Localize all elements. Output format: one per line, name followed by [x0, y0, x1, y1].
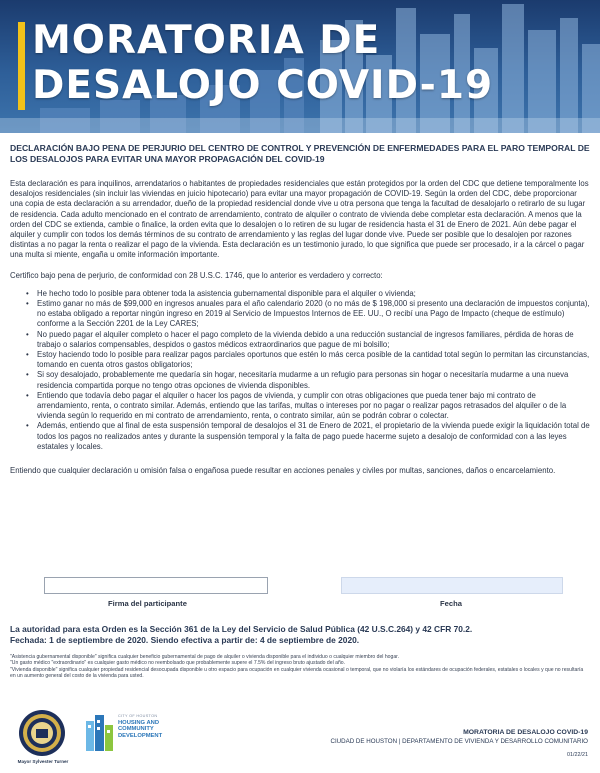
intro-paragraph: Esta declaración es para inquilinos, arrendatarios o habitantes de propiedades residenciales que están protegidos por la orden del CDC que detiene temporalmente los desalojos residenciales (sin incluir las viviendas en juicio hipotecario) para evitar una mayor propagación de COVID-19. Según la orden del CDC, debe proporcionar una copia de esta declaración a su arrendador, dueño de la propiedad residencial donde vive u otra persona que tenga la facultad de desalojarlo o retirarlo de su lugar de residencia. Cada adulto mencionado en el contrato de arrendamiento, contrato de alquiler o contrato de vivienda debe completar esta declaración. A menos que la orden del CDC se extienda, cambie o finalice, la orden evita que lo desalojen o lo retiren de su lugar de residencia hasta el 31 de Enero de 2021. Aún debe pagar el alquiler y cumplir con todos los demás términos de su contrato de arrendamiento y las reglas del lugar donde vive. Puede ser posible que lo desalojen por razones distintas a no pagar la renta o realizar el pago de la vivienda. Esta declaración es un testimonio jurado, lo que significa que puede ser procesado, ir a la cárcel o pagar una multa si miente, engaña u omite información importante. — [10, 179, 589, 260]
list-item: • Estoy haciendo todo lo posible para realizar pagos parciales oportunos que estén lo más cerca posible de la cantidad total según lo permitan las circunstancias, tomando en cuenta otros gastos obligatorios; — [26, 350, 590, 370]
hcd-logo-text — [118, 713, 208, 739]
footer-organization: CIUDAD DE HOUSTON | DEPARTAMENTO DE VIVIENDA Y DESARROLLO COMUNITARIO — [330, 738, 588, 745]
footnotes — [10, 654, 590, 680]
title-line-1: MORATORIA DE — [32, 18, 381, 63]
title-line-2: DESALOJO COVID-19 — [32, 63, 494, 108]
list-item: • Además, entiendo que al final de esta suspensión temporal de desalojos el 31 de Enero de 2021, el propietario de la vivienda puede exigir la liquidación total de todos los pagos no realizados antes y durante la suspensión temporal y la falta de pago puede hacerme sujeto a desalojo de conformidad con a las leyes estatales y locales. — [26, 421, 590, 452]
mayor-name: Mayor Sylvester Turner — [17, 759, 69, 764]
authority-statement — [10, 624, 590, 646]
title-accent-bar — [18, 22, 25, 110]
hcd-name-line: DEVELOPMENT — [118, 732, 163, 739]
list-item: • Entiendo que todavía debo pagar el alquiler o hacer los pagos de vivienda, y cumplir con otras obligaciones que pueda tener bajo mi contrato de arrendamiento, renta, o contrato similar. Además, entiendo que las tarifas, multas o intereses por no pagar o realizar pagos retrasados del alquiler o de la vivienda según lo requerido en mi contrato de arrendamiento, renta, o contrato similar, aún se podrán cobrar o colectar. — [26, 391, 590, 422]
signature-row — [10, 577, 590, 617]
footnote: "Asistencia gubernamental disponible" significa cualquier beneficio gubernamental de pago de alquiler o vivienda disponible para el individuo o cualquier miembro del hogar. — [10, 654, 400, 660]
hcd-name-line: COMMUNITY — [118, 726, 154, 733]
list-item: • He hecho todo lo posible para obtener toda la asistencia gubernamental disponible para el alquiler o vivienda; — [26, 289, 590, 299]
title-banner — [0, 0, 600, 133]
page-title — [32, 18, 493, 108]
list-item: • Si soy desalojado, probablemente me quedaría sin hogar, necesitaría mudarme a un refugio para personas sin hogar o necesitaría mudarme a una nueva residencia compartida porque no tengo otras opciones de vivienda disponibles. — [26, 370, 590, 390]
document-body — [10, 143, 590, 680]
declaration-list — [26, 289, 590, 452]
footer-date: 01/22/21 — [567, 752, 588, 758]
participant-signature-label: Firma del participante — [108, 599, 187, 608]
certify-paragraph: Certifico bajo pena de perjurio, de conformidad con 28 U.S.C. 1746, que lo anterior es verdadero y correcto: — [10, 270, 383, 280]
footer-title: MORATORIA DE DESALOJO COVID-19 — [463, 729, 588, 736]
date-field[interactable] — [341, 577, 563, 594]
list-item: • No puedo pagar el alquiler completo o hacer el pago completo de la vivienda debido a una reducción sustancial de ingresos familiares, pérdida de horas de trabajo o salarios compensables, despidos o gastos médicos extraordinarios que pague de mi bolsillo; — [26, 330, 590, 350]
authority-line-1: La autoridad para esta Orden es la Sección 361 de la Ley del Servicio de Salud Pública (42 U.S.C.264) y 42 CFR 70.2. — [10, 624, 473, 634]
footer-info — [330, 729, 588, 758]
date-label: Fecha — [440, 599, 462, 608]
footnote: "Un gasto médico "extraordinario" es cualquier gasto médico no reembolsado que probablemente supere el 7.5% del ingreso bruto ajustado del año. — [10, 660, 346, 667]
authority-line-2: Fechada: 1 de septiembre de 2020. Siendo efectiva a partir de: 4 de septiembre de 2020. — [10, 635, 360, 645]
hcd-city-label: CITY OF HOUSTON — [118, 714, 158, 718]
list-item: • Estimo ganar no más de $99,000 en ingresos anuales para el año calendario 2020 (o no más de $ 198,000 si presento una declaración de impuestos conjunta), no estaba obligado a reportar ningún ingreso en 2019 al Servicio de Impuestos Internos de EE. UU., O recibí una Pago de Impacto (cheque de estímulo) conforme a la Sección 2201 de la Ley CARES; — [26, 299, 590, 330]
city-seal-icon — [18, 709, 66, 757]
participant-signature-field[interactable] — [44, 577, 268, 594]
hcd-name-line: HOUSING AND — [118, 719, 160, 726]
footnote: "Vivienda disponible" significa cualquier propiedad residencial desocupada disponible u otro espacio para ocupación en cualquier vivienda ocasional o temporal, que no violaría los estándares de ocupación federales, estatales o locales y que no resultaría en un aumento general del costo de la vivienda para usted. — [10, 666, 584, 680]
declaration-heading: DECLARACIÓN BAJO PENA DE PERJURIO DEL CENTRO DE CONTROL Y PREVENCIÓN DE ENFERMEDADES PARA EL PARO TEMPORAL DE LOS DESALOJOS PARA EVITAR UNA MAYOR PROPAGACIÓN DEL COVID-19 — [10, 143, 590, 164]
page-footer — [0, 705, 600, 773]
final-statement: Entiendo que cualquier declaración u omisión falsa o engañosa puede resultar en acciones penales y civiles por multas, sanciones, daños o encarcelamiento. — [10, 466, 556, 476]
